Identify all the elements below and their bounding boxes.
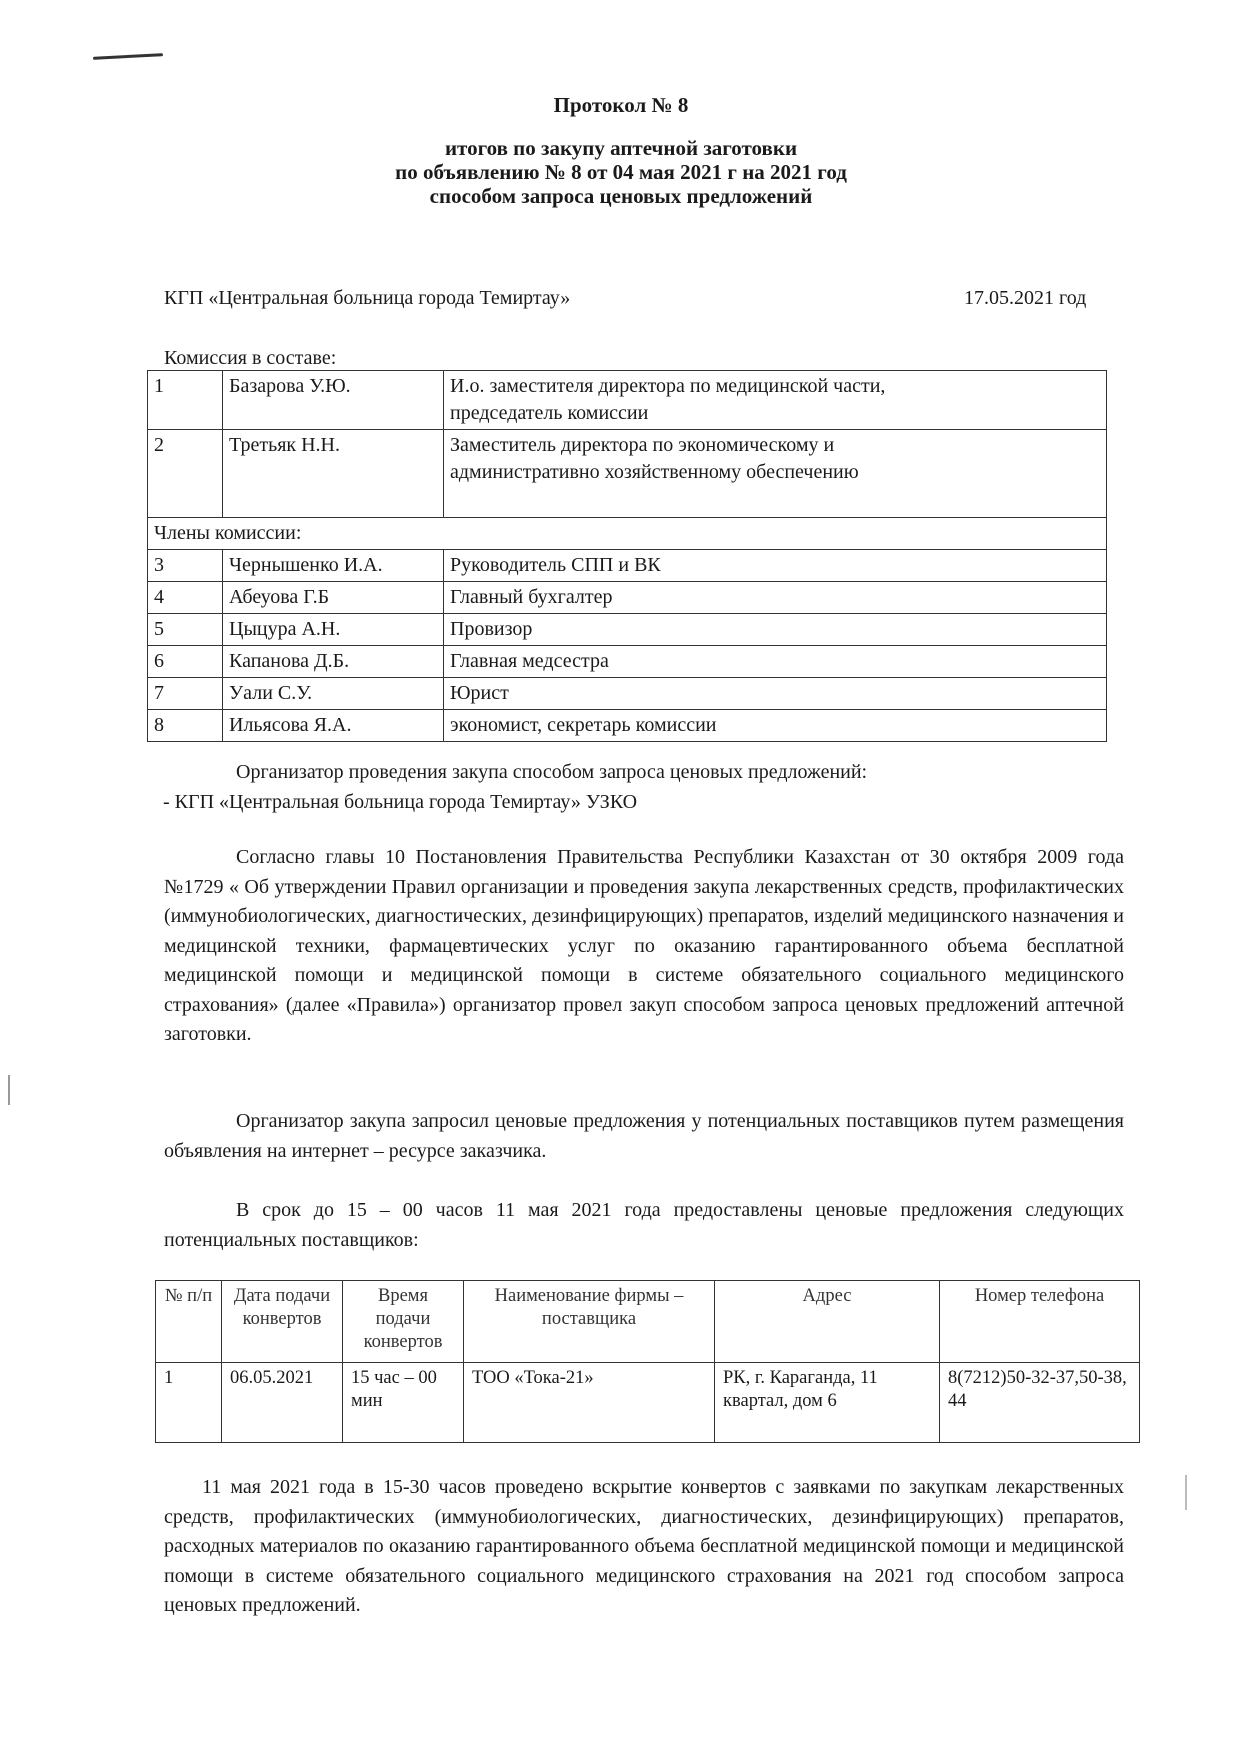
document-date: 17.05.2021 год [964, 287, 1087, 309]
table-row [148, 518, 1107, 550]
supplier-num: 1 [156, 1363, 222, 1443]
member-role: Провизор [444, 614, 1107, 646]
member-role: экономист, секретарь комиссии [444, 710, 1107, 742]
organizer-block [164, 758, 1124, 817]
member-name: Цыцура А.Н. [223, 614, 444, 646]
table-row [148, 646, 1107, 678]
paragraph-deadline [164, 1196, 1124, 1255]
suppliers-table [155, 1280, 1140, 1443]
table-row [148, 430, 1107, 518]
organizer-line-1: Организатор проведения закупа способом запроса ценовых предложений: [236, 761, 868, 783]
table-header-row [156, 1281, 1140, 1363]
members-label: Члены комиссии: [148, 518, 1107, 550]
commission-role: Заместитель директора по экономическому и административно хозяйственному обеспечению [444, 430, 1107, 518]
table-row [156, 1363, 1140, 1443]
commission-name: Третьяк Н.Н. [223, 430, 444, 518]
member-num: 7 [148, 678, 223, 710]
member-role: Главный бухгалтер [444, 582, 1107, 614]
document-subtitle-line-1: итогов по закупу аптечной заготовки [444, 136, 798, 160]
member-num: 3 [148, 550, 223, 582]
paragraph-opening-text: 11 мая 2021 года в 15-30 часов проведено вскрытие конвертов с заявками по закупкам лекарственных средств, профилактических (иммунобиологических, диагностических, дезинфицирующих) препаратов, расходных материалов по оказанию гарантированного объема бесплатной медицинской помощи и медицинской помощи в системе обязательного социального медицинского страхования на 2021 год способом запроса ценовых предложений. [164, 1476, 1124, 1616]
member-name: Капанова Д.Б. [223, 646, 444, 678]
table-row [148, 614, 1107, 646]
member-num: 4 [148, 582, 223, 614]
pen-mark [93, 53, 163, 60]
organization-name: КГП «Центральная больница города Темиртау» [164, 287, 571, 309]
document-title: Протокол № 8 [553, 93, 689, 117]
member-name: Уали С.У. [223, 678, 444, 710]
commission-label: Комиссия в составе: [164, 347, 337, 369]
commission-num: 1 [148, 371, 223, 430]
supplier-date: 06.05.2021 [222, 1363, 343, 1443]
supplier-firm: ТОО «Тока-21» [464, 1363, 715, 1443]
member-role: Юрист [444, 678, 1107, 710]
member-name: Ильясова Я.А. [223, 710, 444, 742]
supplier-phone: 8(7212)50-32-37,50-38,44 [940, 1363, 1140, 1443]
paragraph-rules-text: Согласно главы 10 Постановления Правительства Республики Казахстан от 30 октября 2009 года №1729 « Об утверждении Правил организации и проведения закупа лекарственных средств, профилактических (иммунобиологических, диагностических, дезинфицирующих) препаратов, изделий медицинского назначения и медицинской техники, фармацевтических услуг по оказанию гарантированного объема бесплатной медицинской помощи и медицинской помощи в системе обязательного социального медицинского страхования» (далее «Правила») организатор провел закуп способом запроса ценовых предложений аптечной заготовки. [164, 846, 1124, 1045]
header-date: Дата подачи конвертов [222, 1281, 343, 1363]
table-row [148, 678, 1107, 710]
table-row [148, 371, 1107, 430]
member-num: 6 [148, 646, 223, 678]
table-row [148, 550, 1107, 582]
supplier-time: 15 час – 00 мин [343, 1363, 464, 1443]
organizer-line-2: - КГП «Центральная больница города Темиртау» УЗКО [163, 790, 638, 813]
paragraph-request-text: Организатор закупа запросил ценовые предложения у потенциальных поставщиков путем размещения объявления на интернет – ресурсе заказчика. [164, 1110, 1124, 1162]
member-role: Руководитель СПП и ВК [444, 550, 1107, 582]
header-time: Время подачи конвертов [343, 1281, 464, 1363]
commission-role: И.о. заместителя директора по медицинской части, председатель комиссии [444, 371, 1107, 430]
document-subtitle-line-3: способом запроса ценовых предложений [429, 184, 813, 208]
commission-name: Базарова У.Ю. [223, 371, 444, 430]
scan-artifact [8, 1075, 10, 1105]
commission-num: 2 [148, 430, 223, 518]
header-firm: Наименование фирмы – поставщика [464, 1281, 715, 1363]
header-address: Адрес [715, 1281, 940, 1363]
paragraph-rules [164, 843, 1124, 1050]
member-num: 5 [148, 614, 223, 646]
scan-artifact [1185, 1475, 1187, 1510]
member-name: Абеуова Г.Б [223, 582, 444, 614]
document-subtitle-line-2: по объявлению № 8 от 04 мая 2021 г на 2021 год [395, 160, 847, 184]
table-row [148, 710, 1107, 742]
supplier-address: РК, г. Караганда, 11 квартал, дом 6 [715, 1363, 940, 1443]
table-row [148, 582, 1107, 614]
paragraph-request [164, 1107, 1124, 1166]
paragraph-opening [164, 1473, 1124, 1621]
paragraph-deadline-text: В срок до 15 – 00 часов 11 мая 2021 года предоставлены ценовые предложения следующих потенциальных поставщиков: [164, 1199, 1124, 1251]
member-role: Главная медсестра [444, 646, 1107, 678]
header-num: № п/п [156, 1281, 222, 1363]
member-name: Чернышенко И.А. [223, 550, 444, 582]
member-num: 8 [148, 710, 223, 742]
header-phone: Номер телефона [940, 1281, 1140, 1363]
commission-table [147, 370, 1107, 742]
